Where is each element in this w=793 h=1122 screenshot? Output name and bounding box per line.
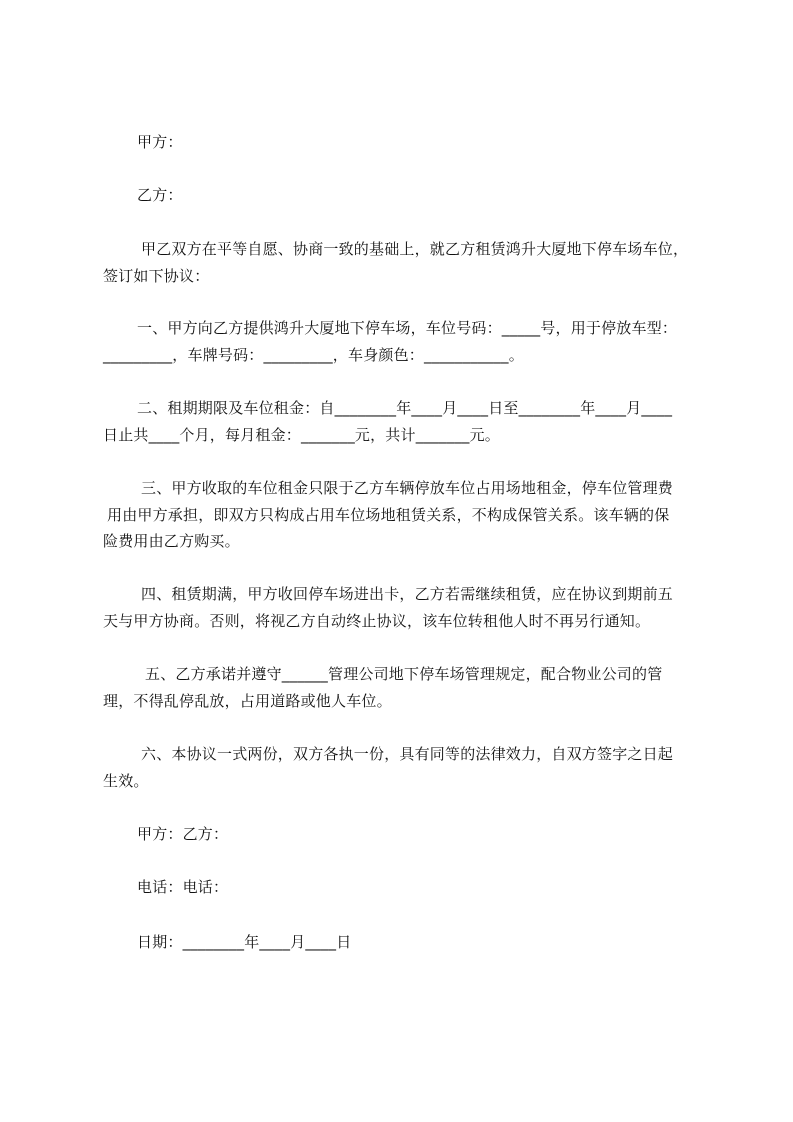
clause-6-line-1: 六、本协议一式两份，双方各执一份，具有同等的法律效力，自双方签字之日起 <box>141 745 674 763</box>
clause-4-line-2: 天与甲方协商。否则，将视乙方自动终止协议，该车位转租他人时不再另行通知。 <box>103 612 651 630</box>
clause-3-line-2: 用由甲方承担，即双方只构成占用车位场地租赁关系，不构成保管关系。该车辆的保 <box>107 506 670 524</box>
clause-6-line-2: 生效。 <box>103 772 149 790</box>
clause-1-line-1: 一、甲方向乙方提供鸿升大厦地下停车场，车位号码：_____号，用于停放车型： <box>137 319 678 337</box>
intro-line-1: 甲乙双方在平等自愿、协商一致的基础上，就乙方租赁鸿升大厦地下停车场车位， <box>141 240 689 258</box>
signature-phones: 电话：电话： <box>137 878 229 896</box>
clause-2-line-1: 二、租期期限及车位租金：自________年____月____日至________年____月____ <box>137 399 673 417</box>
intro-line-2: 签订如下协议： <box>103 267 210 285</box>
clause-5-line-2: 理，不得乱停乱放，占用道路或他人车位。 <box>103 692 392 710</box>
signature-parties: 甲方：乙方： <box>137 825 229 843</box>
clause-4-line-1: 四、租赁期满，甲方收回停车场进出卡，乙方若需继续租赁，应在协议到期前五 <box>141 585 674 603</box>
clause-1-line-2: _________，车牌号码：_________，车身颜色：___________。 <box>103 346 524 364</box>
clause-2-line-2: 日止共____个月，每月租金：_______元，共计_______元。 <box>103 426 501 444</box>
signature-date: 日期：________年____月____日 <box>137 933 352 951</box>
party-b-label: 乙方： <box>137 186 183 204</box>
clause-3-line-1: 三、甲方收取的车位租金只限于乙方车辆停放车位占用场地租金，停车位管理费 <box>141 479 674 497</box>
clause-5-line-1: 五、乙方承诺并遵守______管理公司地下停车场管理规定，配合物业公司的管 <box>145 665 663 683</box>
clause-3-line-3: 险费用由乙方购买。 <box>103 532 240 550</box>
party-a-label: 甲方： <box>137 133 183 151</box>
